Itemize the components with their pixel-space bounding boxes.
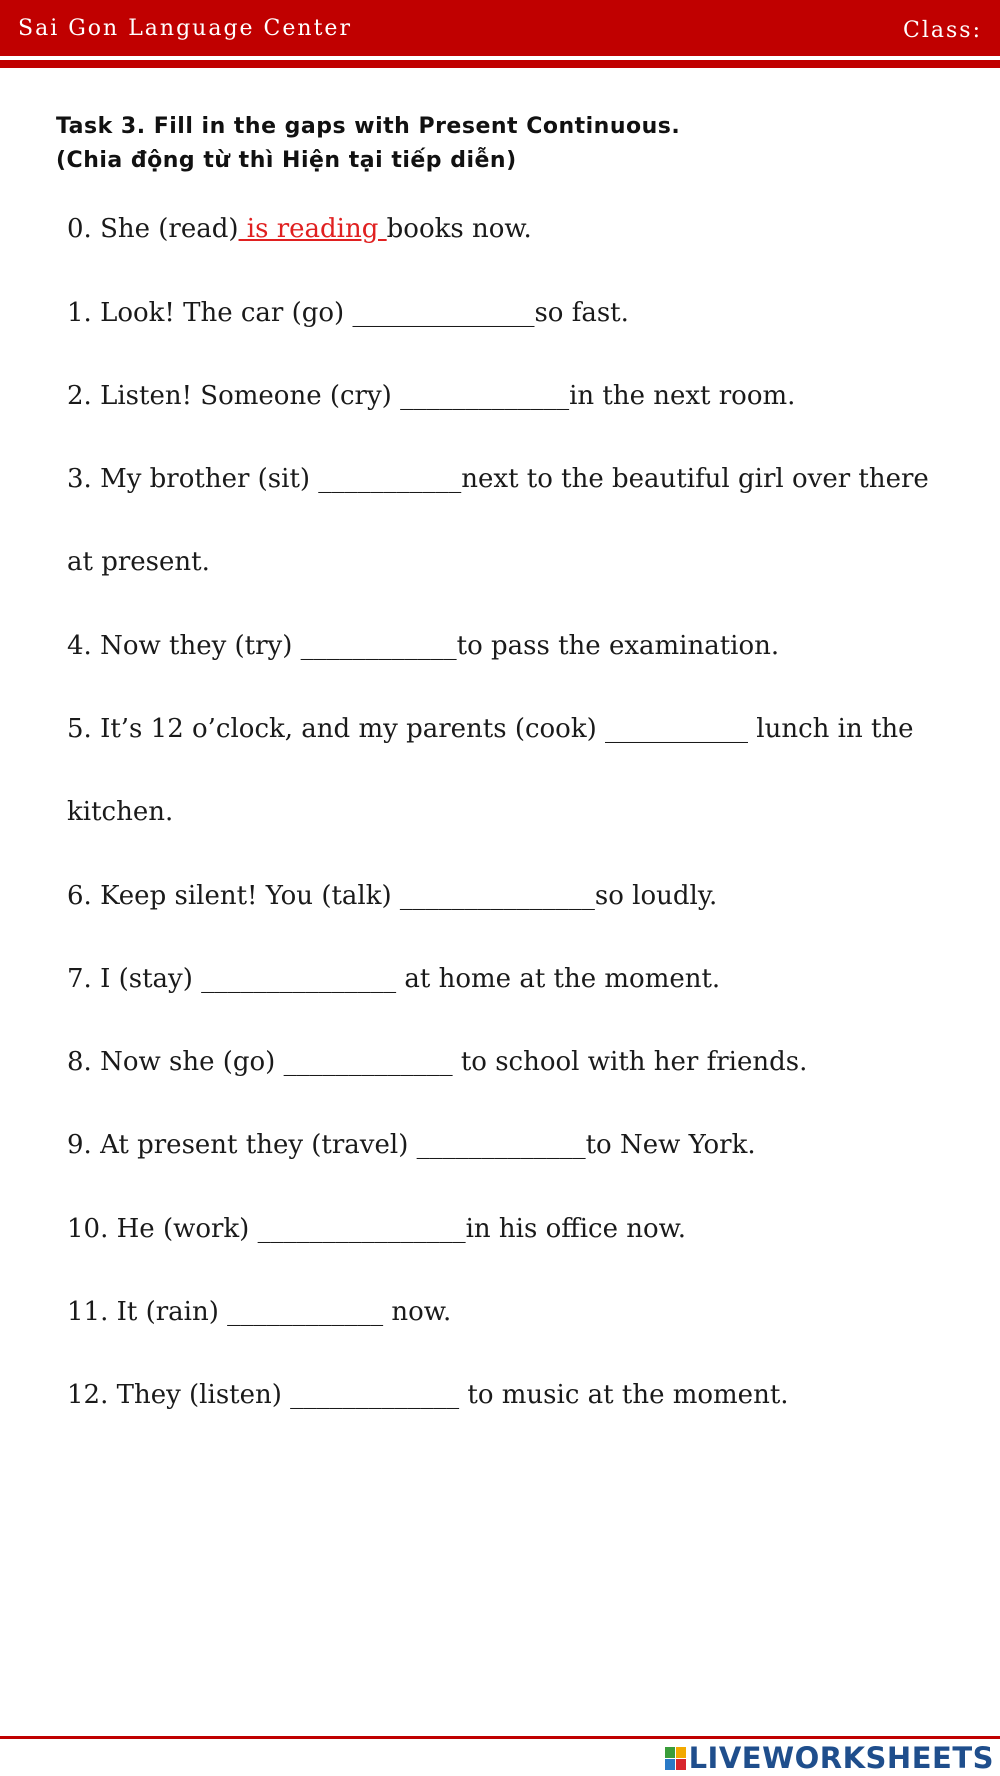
class-label: Class: [903,18,982,43]
school-name: Sai Gon Language Center [18,16,352,41]
exercise-line: 8. Now she (go) _____________ to school with her friends. [67,1047,808,1077]
exercise-line: 11. It (rain) ____________ now. [67,1297,452,1327]
exercise-line: 12. They (listen) _____________ to music at the moment. [67,1380,789,1410]
exercise-line: 1. Look! The car (go) ______________so fast. [67,298,629,328]
exercise-line: 10. He (work) ________________in his office now. [67,1214,687,1244]
liveworksheets-logo [665,1741,994,1775]
example-answer: is reading [238,214,387,244]
header-band [0,60,1000,68]
exercise-line: 5. It’s 12 o’clock, and my parents (cook) ___________ lunch in the [67,714,914,744]
footer-divider [0,1736,1000,1739]
task-translation: (Chia động từ thì Hiện tại tiếp diễn) [56,148,517,173]
task-title: Task 3. Fill in the gaps with Present Continuous. [56,114,681,139]
task-instructions [56,110,680,178]
exercise-line: kitchen. [67,797,174,827]
logo-text: LIVEWORKSHEETS [688,1741,994,1775]
exercise-line: 6. Keep silent! You (talk) _______________so loudly. [67,881,718,911]
exercise-line: 9. At present they (travel) _____________to New York. [67,1130,756,1160]
exercise-line: at present. [67,547,210,577]
exercise-line: 7. I (stay) _______________ at home at the moment. [67,964,721,994]
liveworksheets-logo-icon [665,1746,687,1770]
exercise-line: 2. Listen! Someone (cry) _____________in the next room. [67,381,796,411]
exercise-line: 4. Now they (try) ____________to pass the examination. [67,631,780,661]
example-prompt: 0. She (read) [67,214,239,244]
exercise-line: 3. My brother (sit) ___________next to the beautiful girl over there [67,464,929,494]
example-rest: books now. [386,214,532,244]
example-sentence [67,214,532,244]
